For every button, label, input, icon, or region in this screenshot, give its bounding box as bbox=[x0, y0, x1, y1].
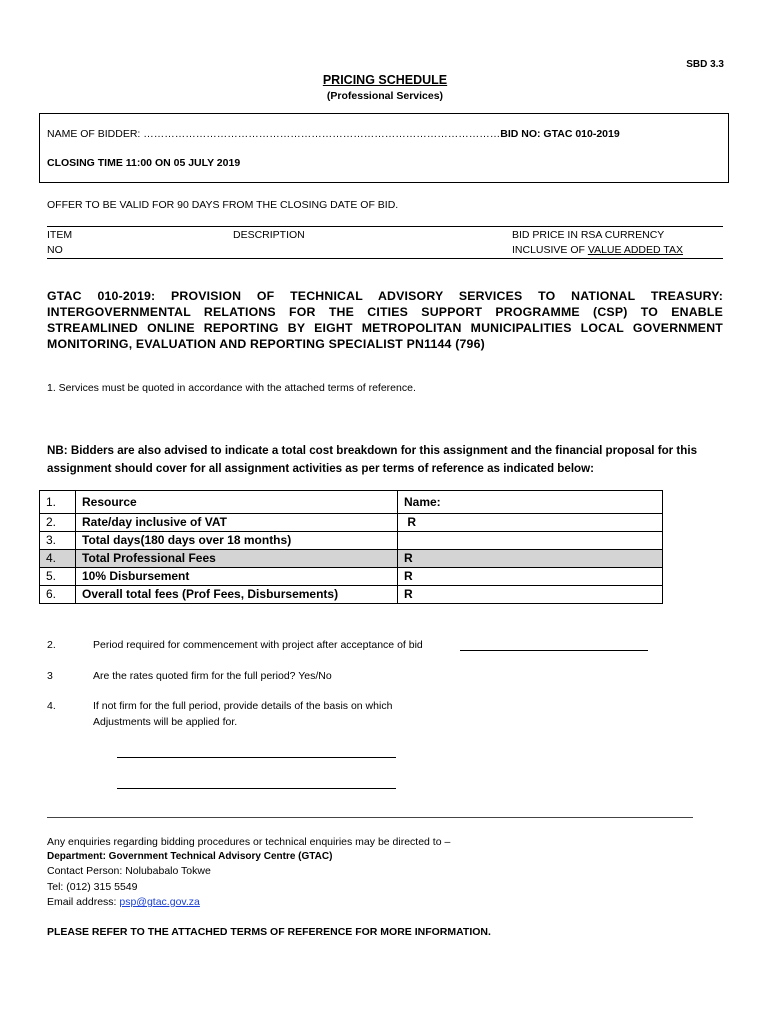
row-value-field[interactable]: R bbox=[398, 550, 663, 568]
row-value-field[interactable]: R bbox=[398, 586, 663, 604]
row-label: Total days(180 days over 18 months) bbox=[76, 532, 398, 550]
footer-note: PLEASE REFER TO THE ATTACHED TERMS OF REFERENCE FOR MORE INFORMATION. bbox=[47, 926, 491, 938]
closing-time: CLOSING TIME 11:00 ON 05 JULY 2019 bbox=[47, 157, 241, 169]
item-1-note: 1. Services must be quoted in accordance with the attached terms of reference. bbox=[47, 382, 416, 394]
cost-breakdown-table bbox=[39, 490, 663, 604]
document-reference: SBD 3.3 bbox=[686, 59, 724, 70]
bidder-name-line[interactable] bbox=[47, 128, 620, 140]
offer-validity: OFFER TO BE VALID FOR 90 DAYS FROM THE CLOSING DATE OF BID. bbox=[47, 199, 399, 211]
row-value-field[interactable]: R bbox=[398, 568, 663, 586]
adjustment-details-field-2[interactable] bbox=[117, 788, 396, 789]
row-number: 2. bbox=[40, 514, 76, 532]
question-2-number: 2. bbox=[47, 639, 56, 651]
row-number: 1. bbox=[40, 491, 76, 514]
email-link[interactable]: psp@gtac.gov.za bbox=[119, 896, 200, 908]
bidder-info-box bbox=[39, 113, 729, 183]
contact-person: Contact Person: Nolubabalo Tokwe bbox=[47, 865, 211, 877]
department-name: Department: Government Technical Advisory Centre (GTAC) bbox=[47, 851, 333, 862]
table-row bbox=[40, 568, 663, 586]
page-title: PRICING SCHEDULE bbox=[322, 73, 448, 87]
question-3-text: Are the rates quoted firm for the full period? Yes/No bbox=[93, 670, 332, 682]
enquiries-intro: Any enquiries regarding bidding procedures or technical enquiries may be directed to – bbox=[47, 836, 451, 848]
table-row bbox=[40, 586, 663, 604]
column-item-no: ITEM NO bbox=[47, 229, 73, 256]
column-header-bottom-rule bbox=[47, 258, 723, 259]
table-row bbox=[40, 514, 663, 532]
row-label: Rate/day inclusive of VAT bbox=[76, 514, 398, 532]
row-value-field[interactable]: R bbox=[398, 514, 663, 532]
question-3-number: 3 bbox=[47, 670, 53, 682]
nb-note: NB: Bidders are also advised to indicate a total cost breakdown for this assignment and the financial proposal for this assignment should cover for all assignment activities as per terms of reference as indicated below: bbox=[47, 444, 698, 475]
row-number: 4. bbox=[40, 550, 76, 568]
question-4-text: If not firm for the full period, provide details of the basis on which Adjustments will be applied for. bbox=[93, 700, 393, 728]
column-bid-price: BID PRICE IN RSA CURRENCY INCLUSIVE OF VALUE ADDED TAX bbox=[512, 229, 683, 256]
contact-details bbox=[47, 864, 211, 911]
bidder-name-label: NAME OF BIDDER: ………………………………………………………………………………………… bbox=[47, 128, 501, 140]
row-number: 3. bbox=[40, 532, 76, 550]
table-row bbox=[40, 491, 663, 514]
adjustment-details-field-1[interactable] bbox=[117, 757, 396, 758]
contact-email-line: Email address: psp@gtac.gov.za bbox=[47, 896, 200, 908]
row-number: 5. bbox=[40, 568, 76, 586]
page-subtitle: (Professional Services) bbox=[326, 90, 444, 102]
row-label: Overall total fees (Prof Fees, Disbursements) bbox=[76, 586, 398, 604]
section-divider bbox=[47, 817, 693, 818]
question-2-text: Period required for commencement with project after acceptance of bid bbox=[93, 639, 423, 651]
row-label: Resource bbox=[76, 491, 398, 514]
table-row bbox=[40, 550, 663, 568]
row-value-field[interactable] bbox=[398, 532, 663, 550]
column-header-top-rule bbox=[47, 226, 723, 227]
question-4-number: 4. bbox=[47, 700, 56, 712]
row-label: Total Professional Fees bbox=[76, 550, 398, 568]
column-description: DESCRIPTION bbox=[233, 229, 305, 241]
contact-tel: Tel: (012) 315 5549 bbox=[47, 880, 138, 893]
commencement-period-field[interactable] bbox=[460, 650, 648, 651]
row-number: 6. bbox=[40, 586, 76, 604]
bid-number: BID NO: GTAC 010-2019 bbox=[500, 128, 620, 140]
table-row bbox=[40, 532, 663, 550]
row-label: 10% Disbursement bbox=[76, 568, 398, 586]
row-value-field[interactable]: Name: bbox=[398, 491, 663, 514]
project-title: GTAC 010-2019: PROVISION OF TECHNICAL ADVISORY SERVICES TO NATIONAL TREASURY: INTERGOVERNMENTAL RELATIONS FOR THE CITIES SUPPORT PROGRAMME (CSP) TO ENABLE STREAMLINED ONLINE REPORTING BY EIGHT METROPOLITAN MUNICIPALITIES LOCAL GOVERNMENT MONITORING, EVALUATION AND REPORTING SPECIALIST PN1144 (796) bbox=[47, 289, 723, 351]
